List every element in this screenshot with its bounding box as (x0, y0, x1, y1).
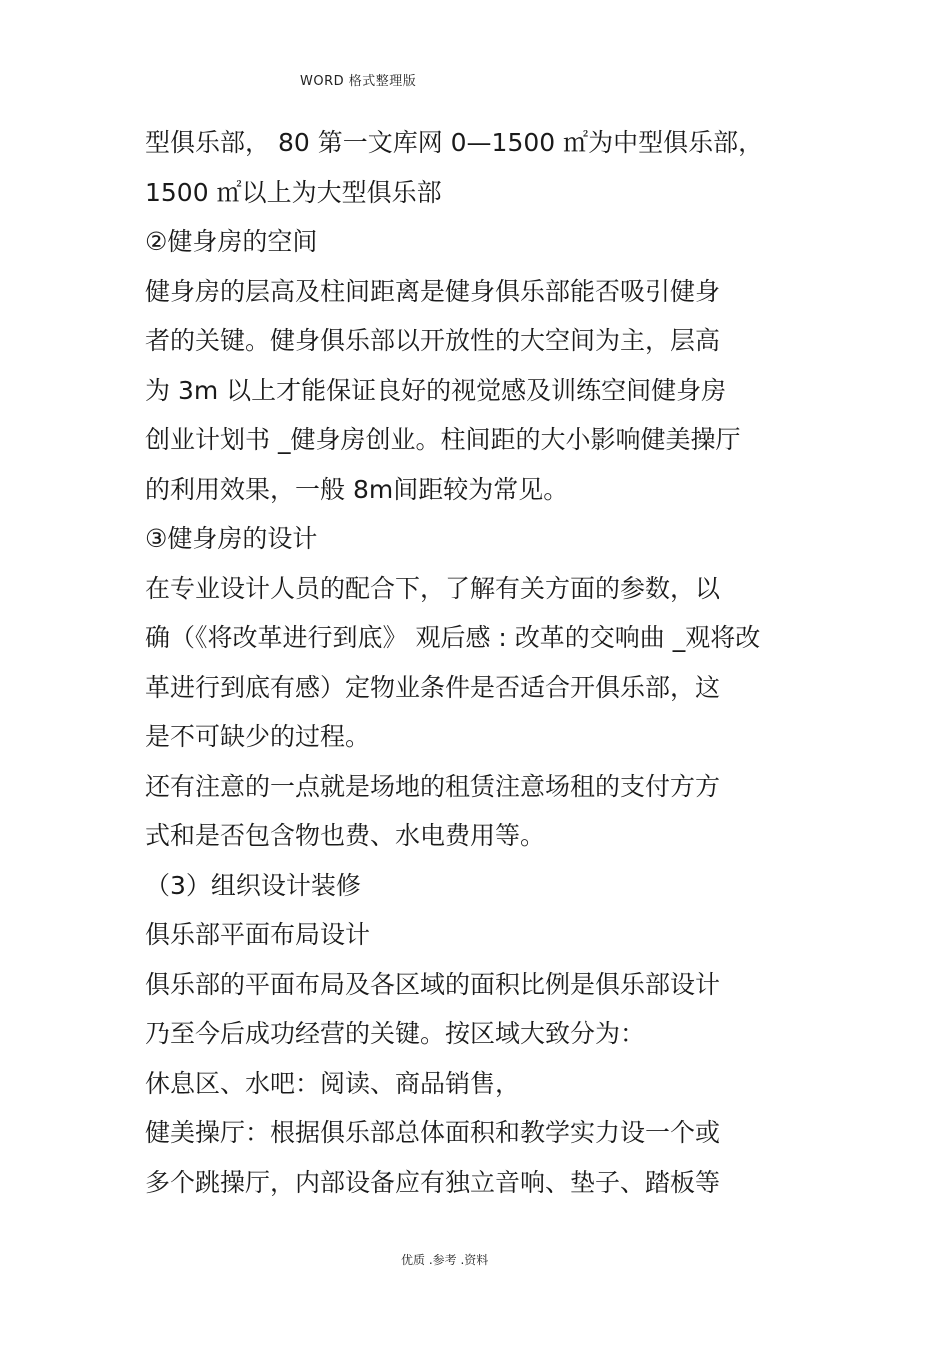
text-line: 为 3m 以上才能保证良好的视觉感及训练空间健身房 (145, 375, 727, 405)
section-heading: ③健身房的设计 (145, 524, 318, 553)
text-line: 创业计划书 _健身房创业。柱间距的大小影响健美操厅 (145, 425, 741, 454)
section-heading: ②健身房的空间 (145, 227, 318, 256)
section-heading: 俱乐部平面布局设计 (145, 920, 371, 949)
text-line: 式和是否包含物也费、水电费用等。 (145, 821, 546, 850)
text-line: 是不可缺少的过程。 (145, 722, 371, 751)
text-line: 者的关键。健身俱乐部以开放性的大空间为主，层高 (145, 326, 721, 355)
section-heading: （3）组织设计装修 (145, 870, 361, 900)
text-line: 确（《将改革进行到底》 观后感 : 改革的交响曲 _观将改 (145, 623, 761, 652)
text-line: 乃至今后成功经营的关键。按区域大致分为： (145, 1019, 646, 1048)
document-body (145, 118, 825, 1207)
text-line: 1500 ㎡以上为大型俱乐部 (145, 177, 442, 207)
text-line: 休息区、水吧：阅读、商品销售， (145, 1068, 521, 1098)
text-line: 多个跳操厅，内部设备应有独立音响、垫子、踏板等 (145, 1167, 721, 1197)
page-footer: 优质 .参考 .资料 (401, 1253, 489, 1267)
text-line: 在专业设计人员的配合下，了解有关方面的参数，以 (145, 573, 721, 603)
text-line: 健身房的层高及柱间距离是健身俱乐部能否吸引健身 (145, 276, 721, 306)
text-line: 还有注意的一点就是场地的租赁注意场租的支付方方 (145, 771, 721, 801)
text-line: 型俱乐部， 80 第一文库网 0—1500 ㎡为中型俱乐部， (145, 128, 764, 157)
text-line: 革进行到底有感）定物业条件是否适合开俱乐部，这 (145, 672, 721, 702)
text-line: 健美操厅：根据俱乐部总体面积和教学实力设一个或 (145, 1118, 721, 1147)
text-line: 的利用效果，一般 8m间距较为常见。 (145, 474, 569, 504)
text-line: 俱乐部的平面布局及各区域的面积比例是俱乐部设计 (145, 969, 721, 999)
page-header: WORD 格式整理版 (300, 74, 417, 89)
